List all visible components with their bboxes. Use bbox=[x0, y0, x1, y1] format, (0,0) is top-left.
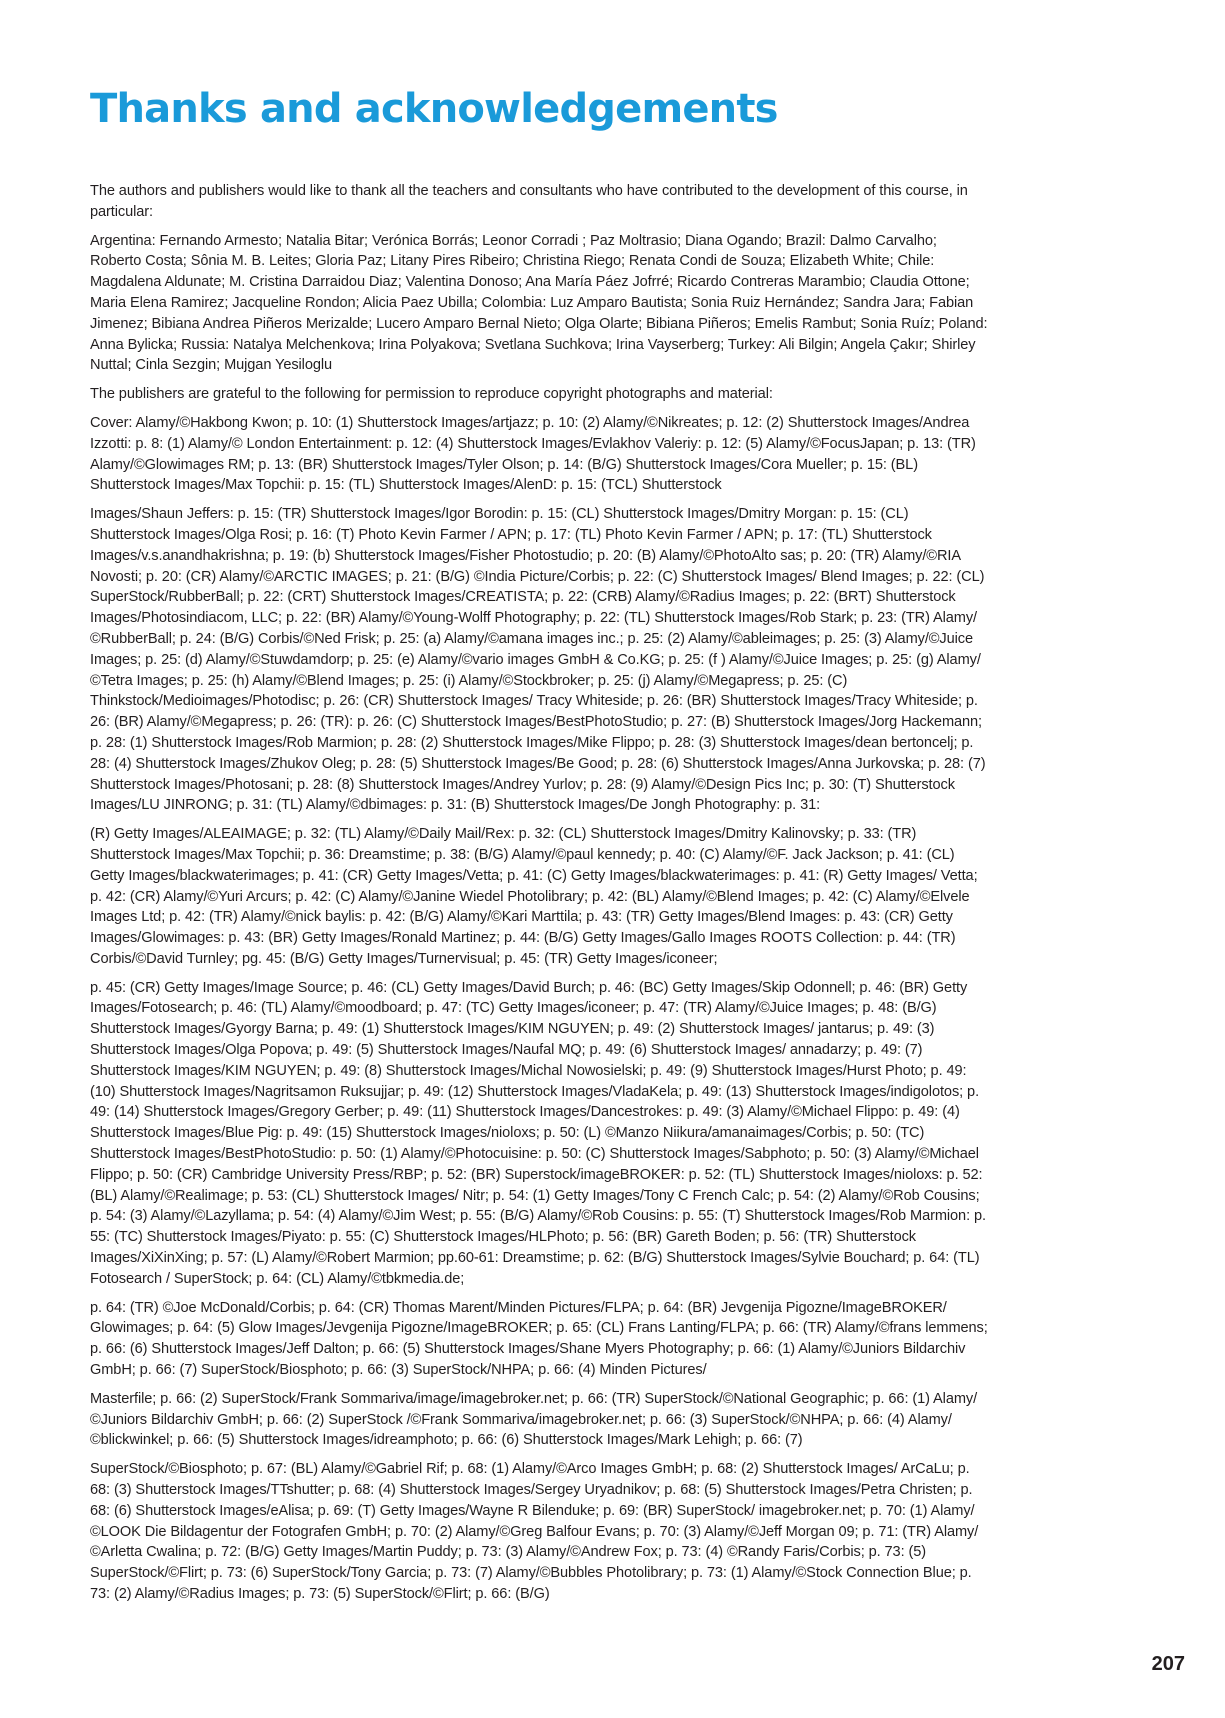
body-text bbox=[90, 181, 988, 1613]
permissions-intro: The publishers are grateful to the following for permission to reproduce copyright photographs and material: bbox=[90, 386, 773, 403]
credits-paragraph: (R) Getty Images/ALEAIMAGE; p. 32: (TL) Alamy/©Daily Mail/Rex: p. 32: (CL) Shutterstock Images/Dmitry Kalinovsky; p. 33: (TR) Shutterstock Images/Max Topchii; p. 36: Dreamstime; p. 38: (B/G) Alamy/©paul kennedy; p. 40: (C) Alamy/©F. Jack Jackson; p. 41: (CL) Getty Images/blackwaterimages; p. 41: (CR) Getty Images/Vetta; p. 41: (C) Getty Images/blackwaterimages: p. 41: (R) Getty Images/ Vetta; p. 42: (CR) Alamy/©Yuri Arcurs; p. 42: (C) Alamy/©Janine Wiedel Photolibrary; p. 42: (BL) Alamy/©Blend Images; p. 42: (C) Alamy/©Elvele Images Ltd; p. 42: (TR) Alamy/©nick baylis: p. 42: (B/G) Alamy/©Kari Marttila; p. 43: (TR) Getty Images/Blend Images: p. 43: (CR) Getty Images/Glowimages: p. 43: (BR) Getty Images/Ronald Martinez; p. 44: (B/G) Getty Images/Gallo Images ROOTS Collection: p. 44: (TR) Corbis/©David Turnley; pg. 45: (B/G) Getty Images/Turnervisual; p. 45: (TR) Getty Images/iconeer; bbox=[90, 826, 978, 967]
page-title: Thanks and acknowledgements bbox=[90, 86, 778, 132]
credits-paragraph: Images/Shaun Jeffers: p. 15: (TR) Shutterstock Images/Igor Borodin: p. 15: (CL) Shutterstock Images/Dmitry Morgan: p. 15: (CL) Shutterstock Images/Olga Rosi; p. 16: (T) Photo Kevin Farmer / APN; p. 17: (TL) Photo Kevin Farmer / APN; p. 17: (TL) Shutterstock Images/v.s.anandhakrishna; p. 19: (b) Shutterstock Images/Fisher Photostudio; p. 20: (B) Alamy/©PhotoAlto sas; p. 20: (TR) Alamy/©RIA Novosti; p. 20: (CR) Alamy/©ARCTIC IMAGES; p. 21: (B/G) ©India Picture/Corbis; p. 22: (C) Shutterstock Images/ Blend Images; p. 22: (CL) SuperStock/RubberBall; p. 22: (CRT) Shutterstock Images/CREATISTA; p. 22: (CRB) Alamy/©Radius Images; p. 22: (BRT) Shutterstock Images/Photosindiacom, LLC; p. 22: (BR) Alamy/©Young-Wolff Photography; p. 22: (TL) Shutterstock Images/Rob Stark; p. 23: (TR) Alamy/©RubberBall; p. 24: (B/G) Corbis/©Ned Frisk; p. 25: (a) Alamy/©amana images inc.; p. 25: (2) Alamy/©ableimages; p. 25: (3) Alamy/©Juice Images; p. 25: (d) Alamy/©Stuwdamdorp; p. 25: (e) Alamy/©vario images GmbH & Co.KG; p. 25: (f ) Alamy/©Juice Images; p. 25: (g) Alamy/©Tetra Images; p. 25: (h) Alamy/©Blend Images; p. 25: (i) Alamy/©Stockbroker; p. 25: (j) Alamy/©Megapress; p. 25: (C) Thinkstock/Medioimages/Photodisc; p. 26: (CR) Shutterstock Images/ Tracy Whiteside; p. 26: (BR) Shutterstock Images/Tracy Whiteside; p. 26: (BR) Alamy/©Megapress; p. 26: (TR): p. 26: (C) Shutterstock Images/BestPhotoStudio; p. 27: (B) Shutterstock Images/Jorg Hackemann; p. 28: (1) Shutterstock Images/Rob Marmion; p. 28: (2) Shutterstock Images/Mike Flippo; p. 28: (3) Shutterstock Images/dean bertoncelj; p. 28: (4) Shutterstock Images/Zhukov Oleg; p. 28: (5) Shutterstock Images/Be Good; p. 28: (6) Shutterstock Images/Anna Jurkovska; p. 28: (7) Shutterstock Images/Photosani; p. 28: (8) Shutterstock Images/Andrey Yurlov; p. 28: (9) Alamy/©Design Pics Inc; p. 30: (T) Shutterstock Images/LU JINRONG; p. 31: (TL) Alamy/©dbimages: p. 31: (B) Shutterstock Images/De Jongh Photography: p. 31: bbox=[90, 506, 986, 814]
page-number: 207 bbox=[1151, 1653, 1185, 1675]
credits-paragraph: SuperStock/©Biosphoto; p. 67: (BL) Alamy/©Gabriel Rif; p. 68: (1) Alamy/©Arco Images GmbH; p. 68: (2) Shutterstock Images/ ArCaLu; p. 68: (3) Shutterstock Images/TTshutter; p. 68: (4) Shutterstock Images/Sergey Uryadnikov; p. 68: (5) Shutterstock Images/Petra Christen; p. 68: (6) Shutterstock Images/eAlisa; p. 69: (T) Getty Images/Wayne R Bilenduke; p. 69: (BR) SuperStock/ imagebroker.net; p. 70: (1) Alamy/©LOOK Die Bildagentur der Fotografen GmbH; p. 70: (2) Alamy/©Greg Balfour Evans; p. 70: (3) Alamy/©Jeff Morgan 09; p. 71: (TR) Alamy/©Arletta Cwalina; p. 72: (B/G) Getty Images/Martin Puddy; p. 73: (3) Alamy/©Andrew Fox; p. 73: (4) ©Randy Faris/Corbis; p. 73: (5) SuperStock/©Flirt; p. 73: (6) SuperStock/Tony Garcia; p. 73: (7) Alamy/©Bubbles Photolibrary; p. 73: (1) Alamy/©Stock Connection Blue; p. 73: (2) Alamy/©Radius Images; p. 73: (5) SuperStock/©Flirt; p. 66: (B/G) bbox=[90, 1461, 979, 1602]
intro-paragraph: The authors and publishers would like to thank all the teachers and consultants who have contributed to the development of this course, in particular: bbox=[90, 183, 968, 220]
credits-paragraph: Masterfile; p. 66: (2) SuperStock/Frank Sommariva/image/imagebroker.net; p. 66: (TR) SuperStock/©National Geographic; p. 66: (1) Alamy/©Juniors Bildarchiv GmbH; p. 66: (2) SuperStock /©Frank Sommariva/imagebroker.net; p. 66: (3) SuperStock/©NHPA; p. 66: (4) Alamy/©blickwinkel; p. 66: (5) Shutterstock Images/idreamphoto; p. 66: (6) Shutterstock Images/Mark Lehigh; p. 66: (7) bbox=[90, 1390, 978, 1449]
contributors-paragraph: Argentina: Fernando Armesto; Natalia Bitar; Verónica Borrás; Leonor Corradi ; Paz Moltrasio; Diana Ogando; Brazil: Dalmo Carvalho; Roberto Costa; Sônia M. B. Leites; Gloria Paz; Litany Pires Ribeiro; Christina Riego; Renata Condi de Souza; Elizabeth White; Chile: Magdalena Aldunate; M. Cristina Darraidou Diaz; Valentina Donoso; Ana María Páez Jofrré; Ricardo Contreras Marambio; Claudia Ottone; Maria Elena Ramirez; Jacqueline Rondon; Alicia Paez Ubilla; Colombia: Luz Amparo Bautista; Sonia Ruiz Hernández; Sandra Jara; Fabian Jimenez; Bibiana Andrea Piñeros Merizalde; Lucero Amparo Bernal Nieto; Olga Olarte; Bibiana Piñeros; Emelis Rambut; Sonia Ruíz; Poland: Anna Bylicka; Russia: Natalya Melchenkova; Irina Polyakova; Svetlana Suchkova; Irina Vayserberg; Turkey: Ali Bilgin; Angela Çakır; Shirley Nuttal; Cinla Sezgin; Mujgan Yesiloglu bbox=[90, 232, 988, 374]
credits-paragraph: p. 45: (CR) Getty Images/Image Source; p. 46: (CL) Getty Images/David Burch; p. 46: (BC) Getty Images/Skip Odonnell; p. 46: (BR) Getty Images/Fotosearch; p. 46: (TL) Alamy/©moodboard; p. 47: (TC) Getty Images/iconeer; p. 47: (TR) Alamy/©Juice Images; p. 48: (B/G) Shutterstock Images/Gyorgy Barna; p. 49: (1) Shutterstock Images/KIM NGUYEN; p. 49: (2) Shutterstock Images/ jantarus; p. 49: (3) Shutterstock Images/Olga Popova; p. 49: (5) Shutterstock Images/Naufal MQ; p. 49: (6) Shutterstock Images/ annadarzy; p. 49: (7) Shutterstock Images/KIM NGUYEN; p. 49: (8) Shutterstock Images/Michal Nowosielski; p. 49: (9) Shutterstock Images/Hurst Photo; p. 49: (10) Shutterstock Images/Nagritsamon Ruksujjar; p. 49: (12) Shutterstock Images/VladaKela; p. 49: (13) Shutterstock Images/indigolotos; p. 49: (14) Shutterstock Images/Gregory Gerber; p. 49: (11) Shutterstock Images/Dancestrokes: p. 49: (3) Alamy/©Michael Flippo: p. 49: (4) Shutterstock Images/Blue Pig: p. 49: (15) Shutterstock Images/nioloxs; p. 50: (L) ©Manzo Niikura/amanaimages/Corbis; p. 50: (TC) Shutterstock Images/BestPhotoStudio: p. 50: (1) Alamy/©Photocuisine: p. 50: (C) Shutterstock Images/Sabphoto; p. 50: (3) Alamy/©Michael Flippo; p. 50: (CR) Cambridge University Press/RBP; p. 52: (BR) Superstock/imageBROKER: p. 52: (TL) Shutterstock Images/nioloxs: p. 52: (BL) Alamy/©Realimage; p. 53: (CL) Shutterstock Images/ Nitr; p. 54: (1) Getty Images/Tony C French Calc; p. 54: (2) Alamy/©Rob Cousins; p. 54: (3) Alamy/©Lazyllama; p. 54: (4) Alamy/©Jim West; p. 55: (B/G) Alamy/©Rob Cousins: p. 55: (T) Shutterstock Images/Rob Marmion: p. 55: (TC) Shutterstock Images/Piyato: p. 55: (C) Shutterstock Images/HLPhoto; p. 56: (BR) Gareth Boden; p. 56: (TR) Shutterstock Images/XiXinXing; p. 57: (L) Alamy/©Robert Marmion; pp.60-61: Dreamstime; p. 62: (B/G) Shutterstock Images/Sylvie Bouchard; p. 64: (TL) Fotosearch / SuperStock; p. 64: (CL) Alamy/©tbkmedia.de; bbox=[90, 979, 986, 1287]
credits-paragraph: Cover: Alamy/©Hakbong Kwon; p. 10: (1) Shutterstock Images/artjazz; p. 10: (2) Alamy/©Nikreates; p. 12: (2) Shutterstock Images/Andrea Izzotti: p. 8: (1) Alamy/© London Entertainment: p. 12: (4) Shutterstock Images/Evlakhov Valeriy: p. 12: (5) Alamy/©FocusJapan; p. 13: (TR) Alamy/©Glowimages RM; p. 13: (BR) Shutterstock Images/Tyler Olson; p. 14: (B/G) Shutterstock Images/Cora Mueller; p. 15: (BL) Shutterstock Images/Max Topchii: p. 15: (TL) Shutterstock Images/AlenD: p. 15: (TCL) Shutterstock bbox=[90, 414, 976, 494]
credits-paragraph: p. 64: (TR) ©Joe McDonald/Corbis; p. 64: (CR) Thomas Marent/Minden Pictures/FLPA; p. 64: (BR) Jevgenija Pigozne/ImageBROKER/ Glowimages; p. 64: (5) Glow Images/Jevgenija Pigozne/ImageBROKER; p. 65: (CL) Frans Lanting/FLPA; p. 66: (TR) Alamy/©frans lemmens; p. 66: (6) Shutterstock Images/Jeff Dalton; p. 66: (5) Shutterstock Images/Shane Myers Photography; p. 66: (1) Alamy/©Juniors Bildarchiv GmbH; p. 66: (7) SuperStock/Biosphoto; p. 66: (3) SuperStock/NHPA; p. 66: (4) Minden Pictures/ bbox=[90, 1299, 988, 1379]
